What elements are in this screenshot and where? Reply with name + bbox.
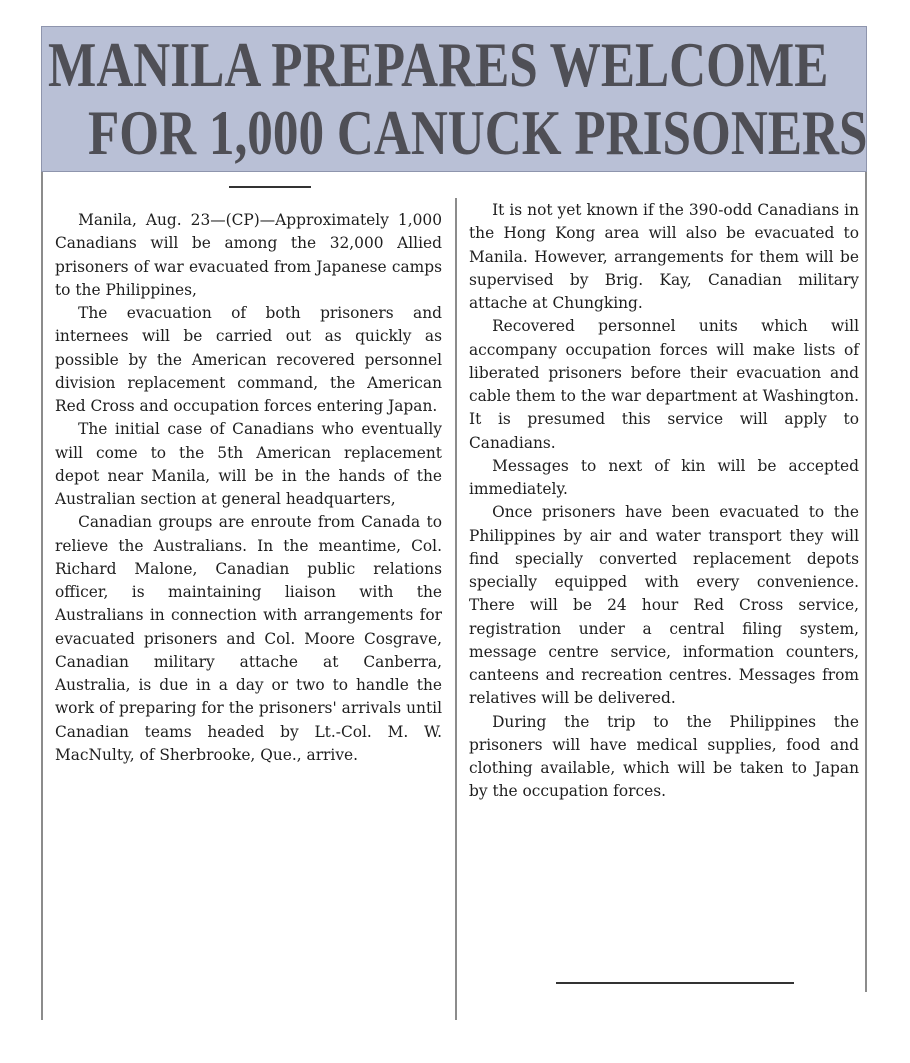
paragraph: The initial case of Canadians who eventually will come to the 5th American replacement depot near Manila, will be in the hands of the Australian section at general headquarters, (55, 420, 442, 508)
headline-line-2: FOR 1,000 CANUCK PRISONERS (88, 97, 868, 168)
headline-banner (41, 26, 867, 172)
newspaper-clipping (41, 26, 869, 1026)
dateline-rule (229, 186, 311, 188)
end-rule (556, 982, 794, 984)
paragraph: Once prisoners have been evacuated to the Philippines by air and water transport they will find specially converted replacement depots specially equipped with every convenience. There will be 24 hour Red Cross service, registration under a central filing system, message centre service, information counters, canteens and recreation centres. Messages from relatives will be delivered. (469, 503, 859, 708)
paragraph: It is not yet known if the 390-odd Canadians in the Hong Kong area will also be evacuated to Manila. However, arrangements for them will be supervised by Brig. Kay, Canadian military attache at Chungking. (469, 201, 859, 312)
article-column-right (469, 199, 859, 804)
paragraph: Messages to next of kin will be accepted immediately. (469, 456, 859, 498)
column-divider (455, 198, 457, 1020)
paragraph: During the trip to the Philippines the prisoners will have medical supplies, food and clothing available, which will be taken to Japan by the occupation forces. (469, 712, 859, 801)
article-column-left (55, 209, 442, 767)
paragraph: Recovered personnel units which will accompany occupation forces will make lists of liberated prisoners before their evacuation and cable them to the war department at Washington. It is presumed this service will apply to Canadians. (469, 317, 859, 452)
paragraph: Manila, Aug. 23—(CP)—Approximately 1,000 Canadians will be among the 32,000 Allied prisoners of war evacuated from Japanese camps to the Philippines, (55, 211, 442, 299)
paragraph: Canadian groups are enroute from Canada to relieve the Australians. In the meantime, Col. Richard Malone, Canadian public relations officer, is maintaining liaison with the Australians in connection with arrangements for evacuated prisoners and Col. Moore Cosgrave, Canadian military attache at Canberra, Australia, is due in a day or two to handle the work of preparing for the prisoners' arrivals until Canadian teams headed by Lt.-Col. M. W. MacNulty, of Sherbrooke, Que., arrive. (55, 513, 442, 764)
left-border-rule (41, 172, 43, 1020)
headline-line-1: MANILA PREPARES WELCOME (48, 29, 829, 100)
right-border-rule (865, 172, 867, 992)
paragraph: The evacuation of both prisoners and internees will be carried out as quickly as possible by the American recovered personnel division replacement command, the American Red Cross and occupation forces entering Japan. (55, 304, 442, 415)
